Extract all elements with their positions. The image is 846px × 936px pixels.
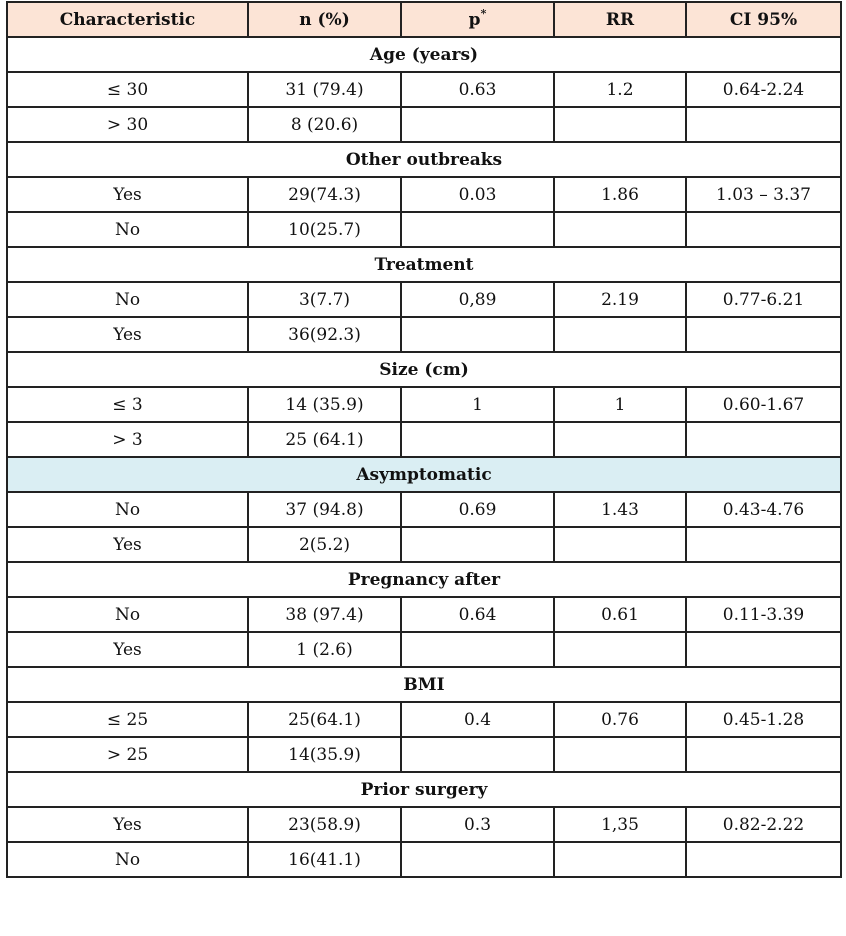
cell-characteristic: Yes xyxy=(7,807,248,842)
table-row xyxy=(7,387,841,422)
results-table xyxy=(6,1,842,878)
cell-ci xyxy=(686,527,841,562)
group-title: Size (cm) xyxy=(7,352,841,387)
group-row xyxy=(7,352,841,387)
table-header xyxy=(7,2,841,37)
cell-p-value: 1 xyxy=(401,387,554,422)
cell-rr: 1.2 xyxy=(554,72,686,107)
cell-p-value xyxy=(401,737,554,772)
cell-p-value xyxy=(401,107,554,142)
group-title: Asymptomatic xyxy=(7,457,841,492)
cell-n-percent: 25(64.1) xyxy=(248,702,401,737)
cell-ci: 0.77-6.21 xyxy=(686,282,841,317)
header-p-footnote-mark: * xyxy=(480,6,487,20)
cell-characteristic: > 25 xyxy=(7,737,248,772)
cell-rr: 0.76 xyxy=(554,702,686,737)
cell-characteristic: ≤ 3 xyxy=(7,387,248,422)
cell-rr xyxy=(554,212,686,247)
cell-characteristic: Yes xyxy=(7,527,248,562)
cell-n-percent: 37 (94.8) xyxy=(248,492,401,527)
cell-ci: 0.11-3.39 xyxy=(686,597,841,632)
cell-n-percent: 3(7.7) xyxy=(248,282,401,317)
group-title: Pregnancy after xyxy=(7,562,841,597)
cell-ci xyxy=(686,107,841,142)
table-row xyxy=(7,842,841,877)
cell-p-value xyxy=(401,422,554,457)
cell-rr: 1.43 xyxy=(554,492,686,527)
group-row xyxy=(7,457,841,492)
cell-ci xyxy=(686,737,841,772)
cell-ci xyxy=(686,632,841,667)
cell-characteristic: > 30 xyxy=(7,107,248,142)
cell-p-value: 0.64 xyxy=(401,597,554,632)
table-row xyxy=(7,702,841,737)
cell-characteristic: Yes xyxy=(7,632,248,667)
cell-p-value xyxy=(401,842,554,877)
table-row xyxy=(7,317,841,352)
cell-n-percent: 38 (97.4) xyxy=(248,597,401,632)
cell-characteristic: No xyxy=(7,212,248,247)
cell-n-percent: 2(5.2) xyxy=(248,527,401,562)
table-body xyxy=(7,37,841,877)
table-row xyxy=(7,807,841,842)
cell-n-percent: 10(25.7) xyxy=(248,212,401,247)
cell-p-value: 0.63 xyxy=(401,72,554,107)
table-row xyxy=(7,597,841,632)
cell-ci: 0.43-4.76 xyxy=(686,492,841,527)
cell-n-percent: 36(92.3) xyxy=(248,317,401,352)
cell-p-value: 0.03 xyxy=(401,177,554,212)
cell-n-percent: 31 (79.4) xyxy=(248,72,401,107)
cell-rr: 2.19 xyxy=(554,282,686,317)
cell-ci xyxy=(686,212,841,247)
table-row xyxy=(7,177,841,212)
cell-n-percent: 8 (20.6) xyxy=(248,107,401,142)
cell-ci: 1.03 – 3.37 xyxy=(686,177,841,212)
cell-characteristic: No xyxy=(7,842,248,877)
group-row xyxy=(7,142,841,177)
group-title: BMI xyxy=(7,667,841,702)
cell-p-value xyxy=(401,527,554,562)
cell-n-percent: 16(41.1) xyxy=(248,842,401,877)
table-row xyxy=(7,107,841,142)
cell-characteristic: > 3 xyxy=(7,422,248,457)
header-n-percent: n (%) xyxy=(248,2,401,37)
cell-characteristic: Yes xyxy=(7,317,248,352)
group-title: Prior surgery xyxy=(7,772,841,807)
cell-rr xyxy=(554,422,686,457)
cell-characteristic: No xyxy=(7,282,248,317)
table-row xyxy=(7,72,841,107)
table-row xyxy=(7,737,841,772)
header-ci: CI 95% xyxy=(686,2,841,37)
group-row xyxy=(7,772,841,807)
cell-characteristic: No xyxy=(7,597,248,632)
cell-ci xyxy=(686,842,841,877)
header-p-value xyxy=(401,2,554,37)
table-row xyxy=(7,492,841,527)
cell-ci: 0.64-2.24 xyxy=(686,72,841,107)
group-title: Other outbreaks xyxy=(7,142,841,177)
cell-n-percent: 14(35.9) xyxy=(248,737,401,772)
cell-characteristic: ≤ 25 xyxy=(7,702,248,737)
cell-n-percent: 14 (35.9) xyxy=(248,387,401,422)
cell-characteristic: Yes xyxy=(7,177,248,212)
cell-n-percent: 23(58.9) xyxy=(248,807,401,842)
cell-p-value xyxy=(401,212,554,247)
group-row xyxy=(7,562,841,597)
cell-rr: 0.61 xyxy=(554,597,686,632)
header-characteristic: Characteristic xyxy=(7,2,248,37)
cell-p-value xyxy=(401,317,554,352)
header-rr: RR xyxy=(554,2,686,37)
table-row xyxy=(7,632,841,667)
cell-n-percent: 1 (2.6) xyxy=(248,632,401,667)
cell-p-value: 0.3 xyxy=(401,807,554,842)
table-row xyxy=(7,527,841,562)
cell-characteristic: ≤ 30 xyxy=(7,72,248,107)
cell-ci: 0.82-2.22 xyxy=(686,807,841,842)
table-row xyxy=(7,422,841,457)
cell-ci xyxy=(686,422,841,457)
header-p-label: p xyxy=(468,9,481,30)
cell-rr xyxy=(554,632,686,667)
table-row xyxy=(7,212,841,247)
cell-n-percent: 29(74.3) xyxy=(248,177,401,212)
cell-ci: 0.60-1.67 xyxy=(686,387,841,422)
cell-rr: 1 xyxy=(554,387,686,422)
cell-rr xyxy=(554,737,686,772)
cell-rr xyxy=(554,107,686,142)
cell-rr xyxy=(554,842,686,877)
cell-p-value: 0.69 xyxy=(401,492,554,527)
group-title: Treatment xyxy=(7,247,841,282)
group-row xyxy=(7,37,841,72)
cell-n-percent: 25 (64.1) xyxy=(248,422,401,457)
cell-characteristic: No xyxy=(7,492,248,527)
cell-p-value xyxy=(401,632,554,667)
group-title: Age (years) xyxy=(7,37,841,72)
cell-rr xyxy=(554,527,686,562)
cell-rr xyxy=(554,317,686,352)
cell-rr: 1.86 xyxy=(554,177,686,212)
cell-p-value: 0.4 xyxy=(401,702,554,737)
header-row xyxy=(7,2,841,37)
group-row xyxy=(7,247,841,282)
cell-ci xyxy=(686,317,841,352)
cell-p-value: 0,89 xyxy=(401,282,554,317)
table-row xyxy=(7,282,841,317)
group-row xyxy=(7,667,841,702)
cell-rr: 1,35 xyxy=(554,807,686,842)
cell-ci: 0.45-1.28 xyxy=(686,702,841,737)
